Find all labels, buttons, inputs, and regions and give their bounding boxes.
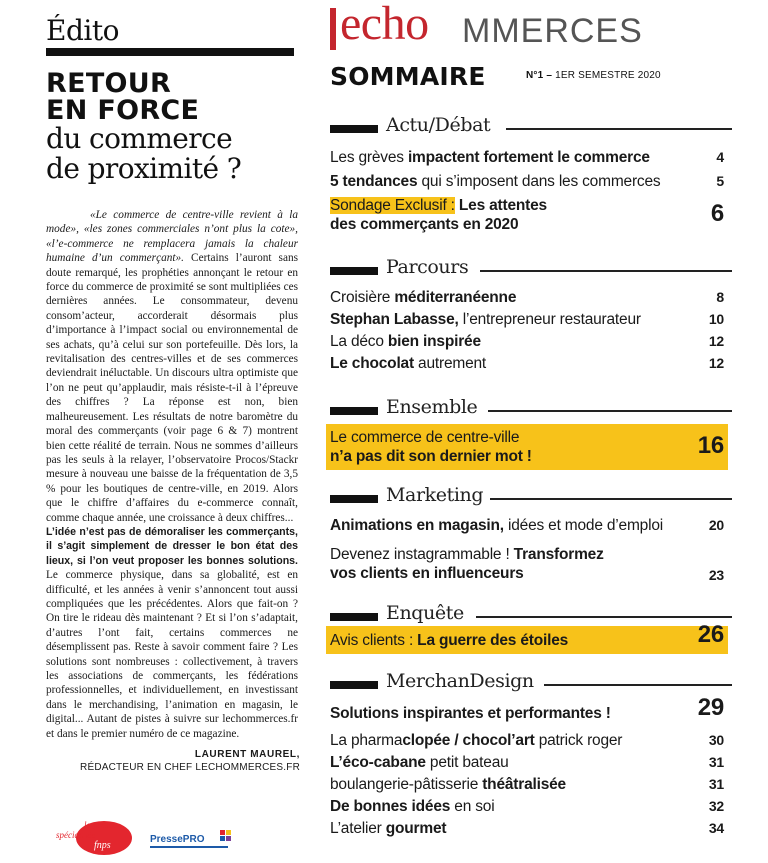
issue-semester: 1ER SEMESTRE 2020 bbox=[552, 70, 661, 81]
toc-entry-text: Les grèves bbox=[330, 149, 408, 166]
toc-entry-bold: clopée / chocol’art bbox=[402, 732, 535, 749]
edito-body-paragraph-2 bbox=[46, 525, 298, 741]
edito-headline-serif: du commerce de proximité ? bbox=[46, 122, 242, 185]
edito-label: Édito bbox=[46, 14, 119, 47]
toc-entry-bold: Transformez bbox=[513, 546, 604, 563]
toc-entry-bold: Animations en magasin, bbox=[330, 517, 504, 534]
toc-entry-bold: La guerre des étoiles bbox=[417, 632, 569, 649]
toc-page-number: 10 bbox=[708, 311, 724, 327]
toc-entry-featured[interactable] bbox=[330, 428, 724, 466]
toc-entry-text-2: patrick roger bbox=[534, 732, 623, 749]
toc-entry-text: Croisière bbox=[330, 289, 395, 306]
toc-page-number: 29 bbox=[697, 694, 724, 721]
edito-body-main: Certains l’auront sans doute remarqué, les prophéties annonçant le retour en force du commerce de proximité se sont multipliées ces dernières années. Le consommateur, devenu consom’acteur, accorderait désormais plus d’importance à l’impact social ou environnemental de ses achats, qu’à celui sur son portefeuille. Dès lors, la revitalisation des centres-villes et de ses commerces deviendrait inéluctable. Un discours ultra optimiste que l’on ne peut qu’applaudir, mais résiste-t-il à l’épreuve des chiffres ? La réponse est non, bien malheureusement. Les résultats de notre baromètre du moral des commerçants (voir page 6 & 7) montrent bien cette réalité de terrain. Nous ne sommes d’ailleurs pas les seuls à la relayer, l’observatoire Procos/Stackr mesure à nouveau une baisse de la fréquentation de 3,5 % pour les boutiques de centre-ville, en 2019. Alors que le chiffre d’affaires du e-commerce connaît, comme chaque année, une croissance à deux chiffres... bbox=[46, 252, 298, 524]
section-title: Parcours bbox=[386, 256, 469, 278]
toc-entry[interactable] bbox=[330, 819, 724, 838]
author-name: LAURENT MAUREL, bbox=[194, 749, 300, 760]
section-marketing bbox=[330, 484, 732, 510]
toc-entry[interactable] bbox=[330, 731, 724, 750]
section-bar bbox=[330, 267, 378, 275]
toc-entry-text: idées et mode d’emploi bbox=[503, 517, 663, 534]
toc-entry-text: Avis clients : bbox=[330, 632, 418, 649]
toc-page-number: 32 bbox=[708, 798, 724, 814]
toc-entry-text: L’atelier bbox=[330, 820, 386, 837]
section-title: Ensemble bbox=[386, 396, 478, 418]
edito-body-paragraph bbox=[46, 208, 298, 525]
toc-entry[interactable] bbox=[330, 148, 724, 167]
toc-entry[interactable] bbox=[330, 545, 724, 583]
brand-echo: echo bbox=[340, 0, 429, 50]
presse-pro-logo bbox=[150, 829, 236, 855]
toc-entry[interactable] bbox=[330, 354, 724, 373]
toc-page-number: 31 bbox=[708, 754, 724, 770]
toc-entry-bold: Les attentes bbox=[454, 197, 547, 214]
section-bar bbox=[330, 613, 378, 621]
toc-page-number: 12 bbox=[708, 355, 724, 371]
toc-entry-text: qui s’imposent dans les commerces bbox=[417, 173, 661, 190]
toc-page-number: 6 bbox=[710, 200, 724, 227]
section-bar bbox=[330, 681, 378, 689]
toc-entry[interactable] bbox=[330, 753, 724, 772]
brand-apostrophe bbox=[330, 8, 336, 50]
toc-entry-bold: impactent fortement le commerce bbox=[407, 149, 650, 166]
toc-entry-text: La pharma bbox=[330, 732, 403, 749]
toc-entry-bold: Stephan Labasse, bbox=[330, 311, 459, 328]
toc-entry-bold: méditerranéenne bbox=[394, 289, 517, 306]
toc-entry-text: petit bateau bbox=[425, 754, 509, 771]
toc-entry[interactable] bbox=[330, 172, 724, 191]
toc-page-number: 8 bbox=[716, 289, 724, 305]
edito-body-end: Le commerce physique, dans sa globalité, est en difficulté, et les années à venir s’annoncent tout aussi compliquées que les précédentes. Alors que fait-on ? On tire le rideau dès maintenant ? Et si l’on s’adaptait, d’autres l’ont fait, certains commerces ne désemplissent pas. Reste à savoir comment faire ? Les solutions sont nombreuses : collectivement, à travers les associations de commerçants, les fédérations professionnelles, et individuellement, en investissant dans le merchandising, l’animation en magasin, le digital... Autant de pistes à suivre sur lechommerces.fr et dans le premier numéro de ce magazine. bbox=[46, 569, 298, 740]
section-bar bbox=[330, 407, 378, 415]
toc-entry-bold: bien inspirée bbox=[387, 333, 481, 350]
author-role: RÉDACTEUR EN CHEF LECHOMMERCES.FR bbox=[80, 762, 300, 773]
toc-entry[interactable] bbox=[330, 332, 724, 351]
edito-body-strong: L’idée n’est pas de démoraliser les commerçants, il s’agit simplement de dresser le bon état des lieux, si l’on veut proposer les bonnes solutions. bbox=[46, 525, 298, 567]
presse-logo-line3: fnps bbox=[94, 840, 111, 851]
section-title: Marketing bbox=[386, 484, 484, 506]
toc-entry-bold-line2: n’a pas dit son dernier mot ! bbox=[330, 448, 532, 465]
section-bar bbox=[330, 125, 378, 133]
sommaire-title: SOMMAIRE bbox=[330, 62, 486, 91]
presse-logo-line2: spécialisée bbox=[56, 830, 96, 840]
toc-entry-text: Devenez instagrammable ! bbox=[330, 546, 514, 563]
section-rule bbox=[480, 270, 732, 272]
edito-body bbox=[46, 208, 298, 741]
section-title: Actu/Débat bbox=[386, 114, 491, 136]
toc-entry-bold: Solutions inspirantes et performantes ! bbox=[330, 705, 611, 722]
presse-specialisee-logo bbox=[54, 816, 138, 856]
section-actu-debat bbox=[330, 114, 732, 140]
toc-entry-text: boulangerie-pâtisserie bbox=[330, 776, 483, 793]
toc-page-number: 23 bbox=[708, 567, 724, 583]
toc-entry[interactable] bbox=[330, 775, 724, 794]
toc-entry[interactable] bbox=[330, 516, 724, 535]
toc-page-number: 34 bbox=[708, 820, 724, 836]
presse-logo-line1: la presse bbox=[84, 820, 116, 830]
toc-entry-bold: De bonnes idées bbox=[330, 798, 451, 815]
toc-page-number: 31 bbox=[708, 776, 724, 792]
presse-pro-text: PressePRO bbox=[150, 834, 205, 845]
toc-entry-bold: L’éco-cabane bbox=[330, 754, 426, 771]
toc-entry-text: autrement bbox=[413, 355, 487, 372]
toc-entry[interactable] bbox=[330, 694, 724, 723]
section-enquete bbox=[330, 602, 732, 628]
toc-entry[interactable] bbox=[330, 797, 724, 816]
section-bar bbox=[330, 495, 378, 503]
toc-entry-text: Le commerce de centre-ville bbox=[330, 429, 520, 446]
edito-rule bbox=[46, 48, 294, 56]
section-rule bbox=[488, 410, 732, 412]
section-title: Enquête bbox=[386, 602, 464, 624]
section-rule bbox=[490, 498, 732, 500]
toc-entry-bold-line2: des commerçants en 2020 bbox=[330, 216, 519, 233]
toc-entry-bold: 5 tendances bbox=[330, 173, 418, 190]
toc-entry[interactable] bbox=[330, 288, 724, 307]
edito-headline-bold: RETOUR EN FORCE bbox=[46, 68, 200, 126]
toc-page-number: 26 bbox=[697, 621, 724, 648]
section-title: MerchanDesign bbox=[386, 670, 534, 692]
toc-entry-bold: Le chocolat bbox=[330, 355, 414, 372]
edito-signature bbox=[80, 749, 300, 773]
toc-page-number: 30 bbox=[708, 732, 724, 748]
section-ensemble bbox=[330, 396, 732, 422]
toc-page-number: 12 bbox=[708, 333, 724, 349]
section-rule bbox=[544, 684, 732, 686]
toc-entry-featured[interactable] bbox=[330, 196, 724, 234]
toc-page-number: 5 bbox=[716, 173, 724, 189]
toc-page-number: 20 bbox=[708, 517, 724, 533]
toc-entry-featured[interactable] bbox=[330, 621, 724, 650]
section-rule bbox=[506, 128, 732, 130]
toc-entry-bold: gourmet bbox=[385, 820, 447, 837]
toc-entry-bold-line2: vos clients en influenceurs bbox=[330, 565, 524, 582]
edito-column bbox=[46, 0, 298, 863]
toc-entry[interactable] bbox=[330, 310, 724, 329]
toc-page-number: 16 bbox=[697, 432, 724, 459]
section-parcours bbox=[330, 256, 732, 282]
issue-info bbox=[526, 70, 661, 81]
sommaire-column bbox=[330, 0, 740, 863]
issue-number: N°1 – bbox=[526, 70, 553, 81]
toc-entry-bold: théâtralisée bbox=[482, 776, 566, 793]
toc-page-number: 4 bbox=[716, 149, 724, 165]
toc-entry-text: La déco bbox=[330, 333, 388, 350]
toc-entry-text: en soi bbox=[450, 798, 495, 815]
edito-body-lead: «Le commerce de centre-ville revient à la mode», «les zones commerciales n’ont plus la cote», «l’e-commerce ne remplacera jamais la chaleur humaine d’un commerçant». bbox=[46, 209, 298, 265]
section-merchandesign bbox=[330, 670, 732, 696]
section-rule bbox=[476, 616, 732, 618]
brand-merces: MMERCES bbox=[462, 12, 643, 50]
toc-entry-tag: Sondage Exclusif : bbox=[330, 197, 455, 214]
toc-entry-text: l’entrepreneur restaurateur bbox=[458, 311, 641, 328]
